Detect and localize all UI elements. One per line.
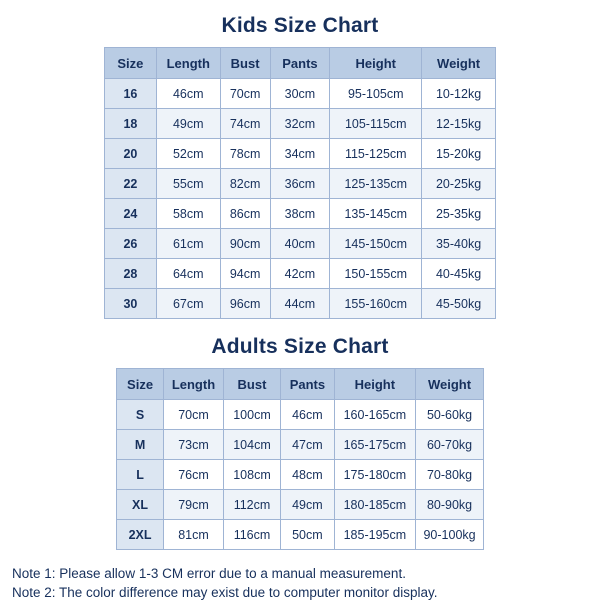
table-row [117,430,484,460]
note-2: Note 2: The color difference may exist due to computer monitor display. [12,585,438,600]
cell-size: 28 [105,259,157,289]
cell-pants: 49cm [281,490,335,520]
cell-height: 135-145cm [330,199,422,229]
column-header: Size [105,48,157,79]
cell-weight: 12-15kg [422,109,496,139]
column-header: Weight [422,48,496,79]
column-header: Weight [416,369,484,400]
cell-bust: 90cm [220,229,270,259]
cell-height: 160-165cm [334,400,415,430]
table-row [105,169,496,199]
table-row [105,229,496,259]
cell-weight: 10-12kg [422,79,496,109]
kids-table-body [105,79,496,319]
cell-height: 155-160cm [330,289,422,319]
adults-chart-title: Adults Size Chart [211,335,389,358]
column-header: Height [330,48,422,79]
cell-pants: 32cm [270,109,330,139]
column-header: Length [164,369,224,400]
column-header: Bust [223,369,280,400]
cell-length: 81cm [164,520,224,550]
cell-height: 145-150cm [330,229,422,259]
cell-size: M [117,430,164,460]
cell-bust: 116cm [223,520,280,550]
cell-length: 76cm [164,460,224,490]
cell-bust: 86cm [220,199,270,229]
cell-weight: 60-70kg [416,430,484,460]
adults-table-wrap [0,368,600,550]
table-row [117,520,484,550]
cell-size: 16 [105,79,157,109]
table-header-row [105,48,496,79]
cell-height: 105-115cm [330,109,422,139]
cell-length: 79cm [164,490,224,520]
cell-size: 2XL [117,520,164,550]
cell-bust: 100cm [223,400,280,430]
cell-length: 46cm [156,79,220,109]
cell-size: 18 [105,109,157,139]
cell-bust: 112cm [223,490,280,520]
column-header: Bust [220,48,270,79]
cell-height: 115-125cm [330,139,422,169]
cell-bust: 104cm [223,430,280,460]
column-header: Length [156,48,220,79]
cell-bust: 82cm [220,169,270,199]
table-row [105,259,496,289]
cell-pants: 50cm [281,520,335,550]
cell-length: 73cm [164,430,224,460]
cell-pants: 30cm [270,79,330,109]
cell-weight: 70-80kg [416,460,484,490]
cell-pants: 47cm [281,430,335,460]
cell-pants: 36cm [270,169,330,199]
cell-bust: 96cm [220,289,270,319]
adults-table-head [117,369,484,400]
cell-pants: 44cm [270,289,330,319]
cell-pants: 34cm [270,139,330,169]
cell-weight: 50-60kg [416,400,484,430]
cell-height: 180-185cm [334,490,415,520]
cell-bust: 78cm [220,139,270,169]
cell-size: 26 [105,229,157,259]
cell-length: 55cm [156,169,220,199]
table-row [117,400,484,430]
column-header: Pants [270,48,330,79]
adults-size-table [116,368,484,550]
cell-weight: 35-40kg [422,229,496,259]
table-row [105,199,496,229]
cell-length: 52cm [156,139,220,169]
note-1: Note 1: Please allow 1-3 CM error due to a manual measurement. [12,566,406,581]
cell-height: 150-155cm [330,259,422,289]
cell-height: 95-105cm [330,79,422,109]
kids-size-table [104,47,496,319]
cell-height: 125-135cm [330,169,422,199]
cell-pants: 46cm [281,400,335,430]
cell-weight: 15-20kg [422,139,496,169]
cell-bust: 94cm [220,259,270,289]
cell-size: 20 [105,139,157,169]
notes-section [0,564,600,602]
cell-size: 30 [105,289,157,319]
cell-length: 61cm [156,229,220,259]
kids-table-head [105,48,496,79]
cell-weight: 90-100kg [416,520,484,550]
cell-weight: 40-45kg [422,259,496,289]
cell-size: 24 [105,199,157,229]
cell-pants: 42cm [270,259,330,289]
cell-weight: 20-25kg [422,169,496,199]
cell-length: 58cm [156,199,220,229]
table-row [105,139,496,169]
cell-size: L [117,460,164,490]
cell-bust: 70cm [220,79,270,109]
column-header: Pants [281,369,335,400]
cell-weight: 80-90kg [416,490,484,520]
column-header: Height [334,369,415,400]
table-row [105,109,496,139]
cell-length: 64cm [156,259,220,289]
kids-table-wrap [0,47,600,319]
cell-height: 185-195cm [334,520,415,550]
table-row [105,289,496,319]
cell-bust: 108cm [223,460,280,490]
cell-length: 49cm [156,109,220,139]
kids-chart-title: Kids Size Chart [221,14,379,37]
table-header-row [117,369,484,400]
column-header: Size [117,369,164,400]
cell-pants: 38cm [270,199,330,229]
cell-height: 165-175cm [334,430,415,460]
table-row [105,79,496,109]
cell-length: 70cm [164,400,224,430]
cell-length: 67cm [156,289,220,319]
cell-height: 175-180cm [334,460,415,490]
cell-pants: 40cm [270,229,330,259]
cell-size: XL [117,490,164,520]
table-row [117,460,484,490]
cell-size: 22 [105,169,157,199]
cell-weight: 25-35kg [422,199,496,229]
cell-pants: 48cm [281,460,335,490]
cell-bust: 74cm [220,109,270,139]
table-row [117,490,484,520]
adults-table-body [117,400,484,550]
cell-size: S [117,400,164,430]
cell-weight: 45-50kg [422,289,496,319]
